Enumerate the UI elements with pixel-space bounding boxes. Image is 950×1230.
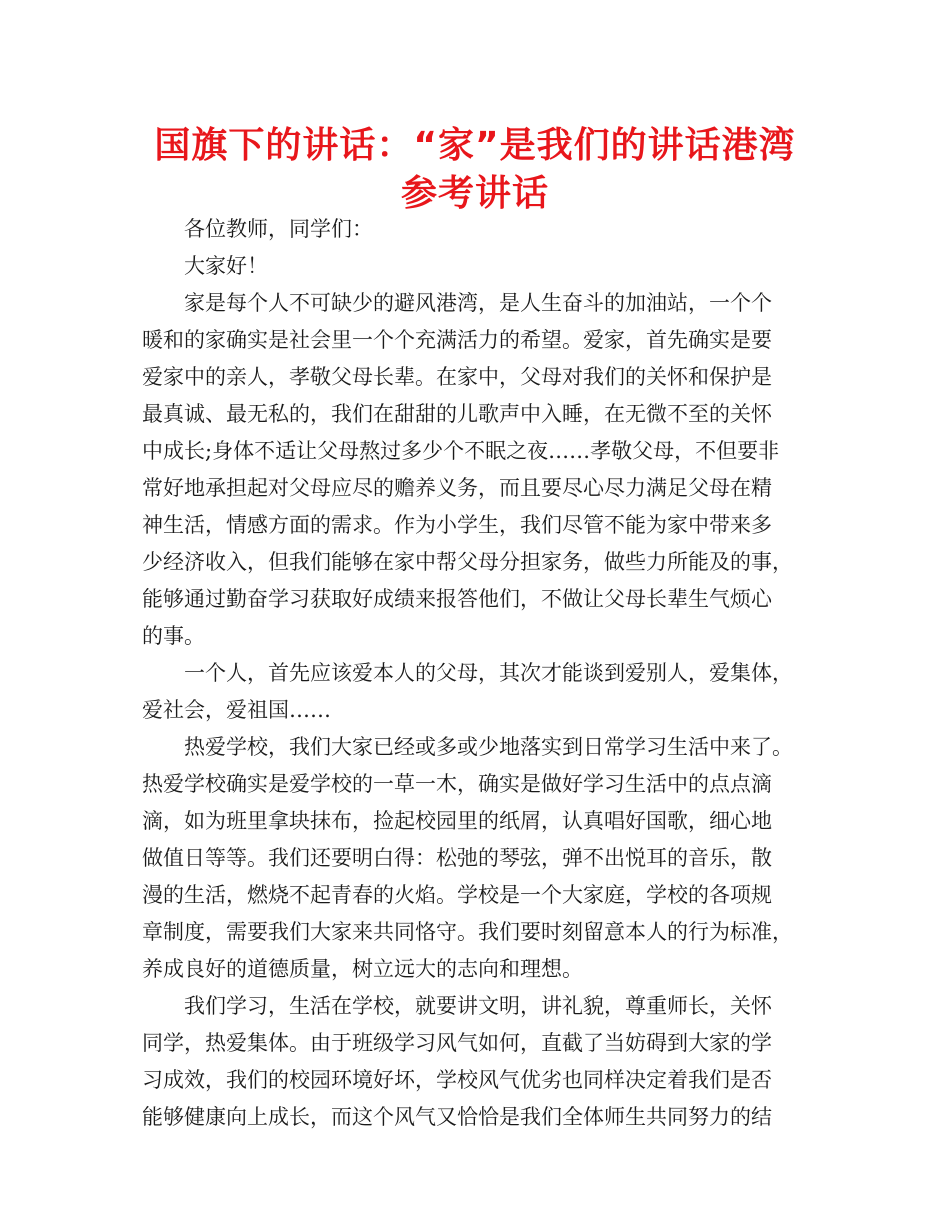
paragraph-line: 能够健康向上成长，而这个风气又恰恰是我们全体师生共同努力的结	[142, 1105, 772, 1129]
paragraph-line: 少经济收入，但我们能够在家中帮父母分担家务，做些力所能及的事，	[142, 550, 793, 574]
paragraph-line: 热爱学校，我们大家已经或多或少地落实到日常学习生活中来了。	[184, 735, 793, 759]
paragraph-line: 家是每个人不可缺少的避风港湾，是人生奋斗的加油站，一个个	[184, 291, 772, 315]
salutation-line: 各位教师，同学们：	[184, 217, 373, 241]
paragraph-line: 最真诚、最无私的，我们在甜甜的儿歌声中入睡，在无微不至的关怀	[142, 402, 772, 426]
paragraph-line: 一个人，首先应该爱本人的父母，其次才能谈到爱别人，爱集体，	[184, 661, 793, 685]
paragraph-line: 神生活，情感方面的需求。作为小学生，我们尽管不能为家中带来多	[142, 513, 772, 537]
paragraph-line: 章制度，需要我们大家来共同恪守。我们要时刻留意本人的行为标准，	[142, 920, 793, 944]
paragraph-line: 热爱学校确实是爱学校的一草一木，确实是做好学习生活中的点点滴	[142, 772, 772, 796]
greeting-line: 大家好！	[184, 254, 268, 278]
document-title-line-1: 国旗下的讲话：“家”是我们的讲话港湾	[154, 125, 796, 166]
paragraph-line: 滴，如为班里拿块抹布，捡起校园里的纸屑，认真唱好国歌，细心地	[142, 809, 772, 833]
paragraph-line: 养成良好的道德质量，树立远大的志向和理想。	[142, 957, 583, 981]
paragraph-line: 能够通过勤奋学习获取好成绩来报答他们，不做让父母长辈生气烦心	[142, 587, 772, 611]
paragraph-line: 同学，热爱集体。由于班级学习风气如何，直截了当妨碍到大家的学	[142, 1031, 772, 1055]
paragraph-line: 暖和的家确实是社会里一个个充满活力的希望。爱家，首先确实是要	[142, 328, 772, 352]
paragraph-line: 我们学习，生活在学校，就要讲文明，讲礼貌，尊重师长，关怀	[184, 994, 772, 1018]
paragraph-line: 漫的生活，燃烧不起青春的火焰。学校是一个大家庭，学校的各项规	[142, 883, 772, 907]
paragraph-line: 的事。	[142, 624, 205, 648]
paragraph-line: 习成效，我们的校园环境好坏，学校风气优劣也同样决定着我们是否	[142, 1068, 772, 1092]
paragraph-line: 爱社会，爱祖国……	[142, 698, 331, 722]
paragraph-line: 中成长;身体不适让父母熬过多少个不眠之夜……孝敬父母，不但要非	[142, 439, 780, 463]
paragraph-line: 爱家中的亲人，孝敬父母长辈。在家中，父母对我们的关怀和保护是	[142, 365, 772, 389]
document-title-line-2: 参考讲话	[400, 173, 549, 214]
paragraph-line: 做值日等等。我们还要明白得：松弛的琴弦，弹不出悦耳的音乐，散	[142, 846, 772, 870]
paragraph-line: 常好地承担起对父母应尽的赡养义务，而且要尽心尽力满足父母在精	[142, 476, 772, 500]
